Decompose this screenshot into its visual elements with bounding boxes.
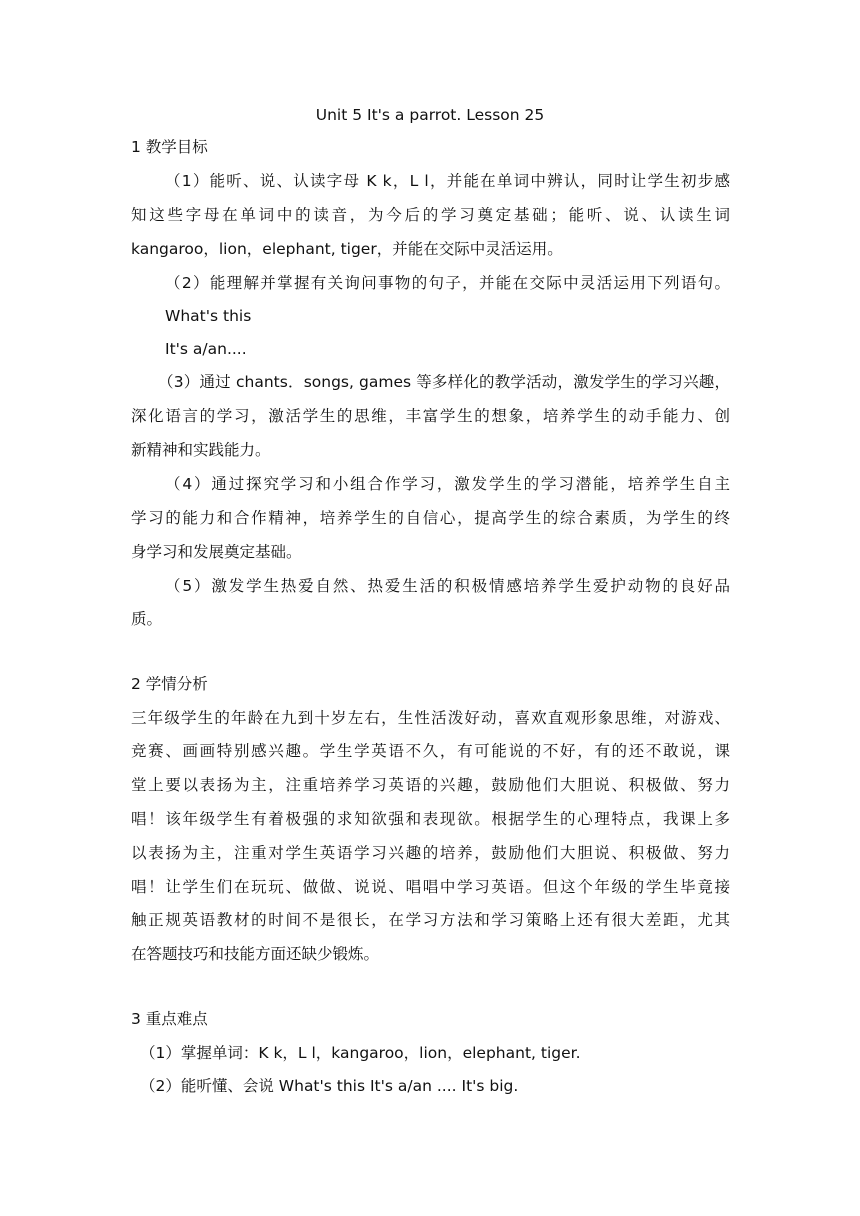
paragraph-line: 身学习和发展奠定基础。 (131, 543, 302, 561)
paragraph-line: 唱！让学生们在玩玩、做做、说说、唱唱中学习英语。但这个年级的学生毕竟接 (131, 878, 730, 896)
paragraph-line: （2）能听懂、会说 What's this It's a/an .... It's big. (140, 1077, 519, 1095)
paragraph-line: 质。 (131, 610, 163, 628)
paragraph-line: （5）激发学生热爱自然、热爱生活的积极情感培养学生爱护动物的良好品 (165, 577, 730, 595)
section-heading-key-points: 3 重点难点 (131, 1010, 208, 1028)
paragraph-line: （2）能理解并掌握有关询问事物的句子，并能在交际中灵活运用下列语句。 (165, 274, 730, 292)
document-title: Unit 5 It's a parrot. Lesson 25 (315, 106, 545, 124)
paragraph-line: kangaroo，lion，elephant, tiger，并能在交际中灵活运用。 (131, 240, 563, 258)
paragraph-line: 知这些字母在单词中的读音，为今后的学习奠定基础；能听、说、认读生词 (131, 206, 730, 224)
example-sentence: It's a/an.... (165, 340, 247, 358)
paragraph-line: 学习的能力和合作精神，培养学生的自信心，提高学生的综合素质，为学生的终 (131, 509, 730, 527)
example-sentence: What's this (165, 307, 252, 325)
paragraph-line: 竞赛、画画特别感兴趣。学生学英语不久，有可能说的不好，有的还不敢说，课 (131, 742, 730, 760)
paragraph-line: （1）能听、说、认读字母 K k，L l，并能在单词中辨认，同时让学生初步感 (165, 172, 730, 190)
paragraph-line: （3）通过 chants．songs, games 等多样化的教学活动，激发学生的学习兴趣， (158, 373, 730, 391)
paragraph-line: 唱！该年级学生有着极强的求知欲强和表现欲。根据学生的心理特点，我课上多 (131, 810, 730, 828)
paragraph-line: 深化语言的学习，激活学生的思维，丰富学生的想象，培养学生的动手能力、创 (131, 407, 730, 425)
paragraph-line: 触正规英语教材的时间不是很长，在学习方法和学习策略上还有很大差距，尤其 (131, 911, 730, 929)
paragraph-line: （4）通过探究学习和小组合作学习，激发学生的学习潜能，培养学生自主 (165, 475, 730, 493)
paragraph-line: 在答题技巧和技能方面还缺少锻炼。 (131, 945, 380, 963)
section-heading-analysis: 2 学情分析 (131, 675, 208, 693)
paragraph-line: 堂上要以表扬为主，注重培养学习英语的兴趣，鼓励他们大胆说、积极做、努力 (131, 776, 730, 794)
paragraph-line: 以表扬为主，注重对学生英语学习兴趣的培养，鼓励他们大胆说、积极做、努力 (131, 844, 730, 862)
paragraph-line: 新精神和实践能力。 (131, 441, 271, 459)
paragraph-line: （1）掌握单词：K k，L l，kangaroo，lion，elephant, tiger. (140, 1044, 581, 1062)
section-heading-objectives: 1 教学目标 (131, 138, 208, 156)
paragraph-line: 三年级学生的年龄在九到十岁左右，生性活泼好动，喜欢直观形象思维，对游戏、 (131, 709, 730, 727)
